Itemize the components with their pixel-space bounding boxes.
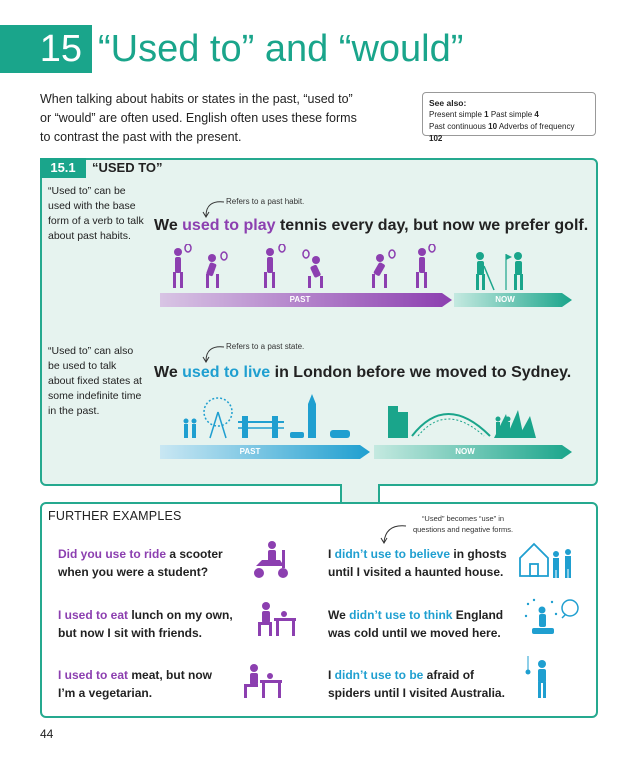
london-skyline-illustration <box>180 392 360 440</box>
state-callout: Refers to a past state. <box>226 342 305 351</box>
example-right-2: We didn’t use to think England was cold until we moved here. <box>328 608 504 640</box>
example-right-3: I didn’t use to be afraid of spiders until I visited Australia. <box>328 668 505 700</box>
spider-fear-icon <box>522 656 556 700</box>
example-left-1: Did you use to ride a scooter when you were a student? <box>58 547 223 579</box>
habit-timeline-past-label: PAST <box>289 295 311 304</box>
page-number: 44 <box>40 727 54 741</box>
section-number: 15.1 <box>40 158 86 178</box>
panel-connector <box>340 484 380 504</box>
england-weather-icon <box>522 598 582 640</box>
state-callout-arrow <box>200 343 226 365</box>
example-left-2: I used to eat lunch on my own, but now I sit with friends. <box>58 608 233 640</box>
habit-callout: Refers to a past habit. <box>226 197 305 206</box>
see-also-line-1 <box>429 109 589 121</box>
chapter-title: “Used to” and “would” <box>98 28 464 70</box>
vegetarian-meal-icon <box>240 662 284 700</box>
haunted-house-icon <box>516 540 578 580</box>
habit-timeline-now-label: NOW <box>495 295 515 304</box>
see-also-link-adverbs-frequency[interactable]: Adverbs of frequency 102 <box>429 122 575 143</box>
state-example-sentence: We used to live in London before we moved to Sydney. <box>154 364 572 381</box>
example-left-3: I used to eat meat, but now I’m a vegetarian. <box>58 668 213 700</box>
further-callout-arrow <box>378 522 408 546</box>
see-also-box <box>422 92 596 143</box>
golfers-illustration <box>468 250 538 292</box>
see-also-line-2 <box>429 121 589 145</box>
see-also-link-past-simple[interactable]: Past simple 4 <box>488 110 539 119</box>
sydney-skyline-illustration <box>386 392 556 440</box>
section-title: “USED TO” <box>92 160 163 175</box>
further-examples-title: FURTHER EXAMPLES <box>48 509 182 523</box>
state-timeline-now-label: NOW <box>455 447 475 456</box>
eating-alone-icon <box>254 600 298 638</box>
tennis-players-illustration <box>160 244 450 292</box>
scooter-icon <box>250 540 292 580</box>
example-right-1: I didn’t use to believe in ghosts until I visited a haunted house. <box>328 547 507 579</box>
intro-text: When talking about habits or states in the past, “used to” or “would” are often used. English often uses these forms to contrast the past with the present. <box>40 92 357 144</box>
state-note: “Used to” can also be used to talk about fixed states at some indefinite time in the past. <box>48 345 142 417</box>
see-also-title: See also: <box>429 98 467 108</box>
chapter-number: 15 <box>0 25 92 73</box>
further-callout: “Used” becomes “use” in questions and negative forms. <box>412 514 514 534</box>
see-also-link-past-continuous[interactable]: Past continuous 10 <box>429 122 498 131</box>
state-timeline-past-label: PAST <box>239 447 261 456</box>
habit-example-sentence: We used to play tennis every day, but now we prefer golf. <box>154 217 589 234</box>
see-also-link-present-simple[interactable]: Present simple 1 <box>429 110 489 119</box>
habit-note: “Used to” can be used with the base form of a verb to talk about past habits. <box>48 185 144 242</box>
